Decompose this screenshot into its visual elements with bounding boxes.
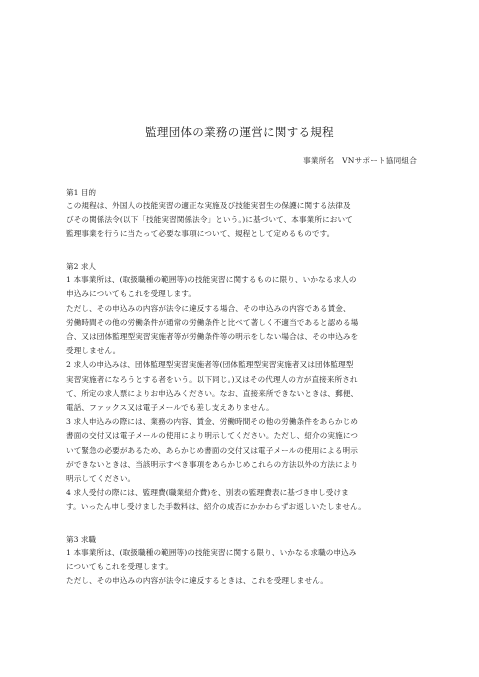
paragraph-line: ただし、その申込みの内容が法令に違反するときは、これを受理しません。	[66, 576, 329, 586]
paragraph-line: 4 求人受付の際には、監理費(職業紹介費)を、別表の監理費表に基づき申し受けま	[66, 488, 349, 498]
section-job-seekers	[66, 533, 418, 589]
section-purpose	[66, 186, 418, 242]
paragraph-line: 監理事業を行うに当たって必要な事項について、規程として定めるものです。	[66, 229, 335, 239]
paragraph-line: す。いったん申し受けました手数料は、紹介の成否にかかわらずお返しいたしません。	[66, 502, 366, 512]
paragraph-line: ができないときは、当該明示すべき事項をあらかじめこれらの方法以外の方法により	[66, 459, 359, 469]
paragraph-line: 電話、ファックス又は電子メールでも差し支えありません。	[66, 402, 274, 412]
paragraph-line: 申込みについてもこれを受理します。	[66, 289, 197, 299]
paragraph-line: についてもこれを受理します。	[66, 562, 173, 572]
paragraph-line: いて緊急の必要があるため、あらかじめ書面の交付又は電子メールの使用による明示	[66, 445, 358, 455]
paragraph-line: 合、又は団体監理型実習実施者等が労働条件等の明示をしない場合は、その申込みを	[66, 331, 359, 341]
paragraph-line: この規程は、外国人の技能実習の適正な実施及び技能実習生の保護に関する法律及	[66, 201, 351, 210]
paragraph-line: 明示してください。	[66, 473, 136, 483]
paragraph-line: 1 本事業所は、(取扱職種の範囲等)の技能実習に関する限り、いかなる求職の申込み	[66, 548, 357, 558]
paragraph-line: 実習実施者になろうとする者をいう。以下同じ。)又はその代理人の方が直接来所され	[66, 374, 358, 384]
paragraph-line: 労働時間その他の労働条件が通常の労働条件と比べて著しく不適当であると認める場	[66, 317, 359, 327]
paragraph-line: 受理しません。	[66, 346, 121, 356]
document-title: 監理団体の業務の運営に関する規程	[145, 125, 334, 139]
paragraph-line: 1 本事業所は、(取扱職種の範囲等)の技能実習に関するものに限り、いかなる求人の	[66, 275, 357, 285]
document-body	[66, 180, 418, 589]
section-heading: 第1 目的	[66, 188, 97, 197]
section-job-offers	[66, 260, 418, 514]
paragraph-line: 3 求人申込みの際には、業務の内容、賃金、労働時間その他の労働条件をあらかじめ	[66, 417, 359, 427]
paragraph-line: て、所定の求人票によりお申込みください。なお、直接来所できないときは、郵便、	[66, 388, 359, 398]
section-heading: 第3 求職	[66, 535, 97, 545]
organization-name: 事業所名 VNサポート協同組合	[303, 156, 417, 165]
section-spacer	[66, 242, 418, 255]
section-spacer	[66, 515, 418, 528]
paragraph-line: びその関係法令(以下「技能実習関係法令」という。)に基づいて、本事業所において	[66, 215, 353, 225]
section-heading: 第2 求人	[66, 262, 97, 272]
paragraph-line: ただし、その申込みの内容が法令に違反する場合、その申込みの内容である賃金、	[66, 303, 351, 313]
paragraph-line: 2 求人の申込みは、団体監理型実習実施者等(団体監理型実習実施者又は団体監理型	[66, 360, 354, 370]
paragraph-line: 書面の交付又は電子メールの使用により明示してください。ただし、紹介の実施につ	[66, 431, 359, 441]
